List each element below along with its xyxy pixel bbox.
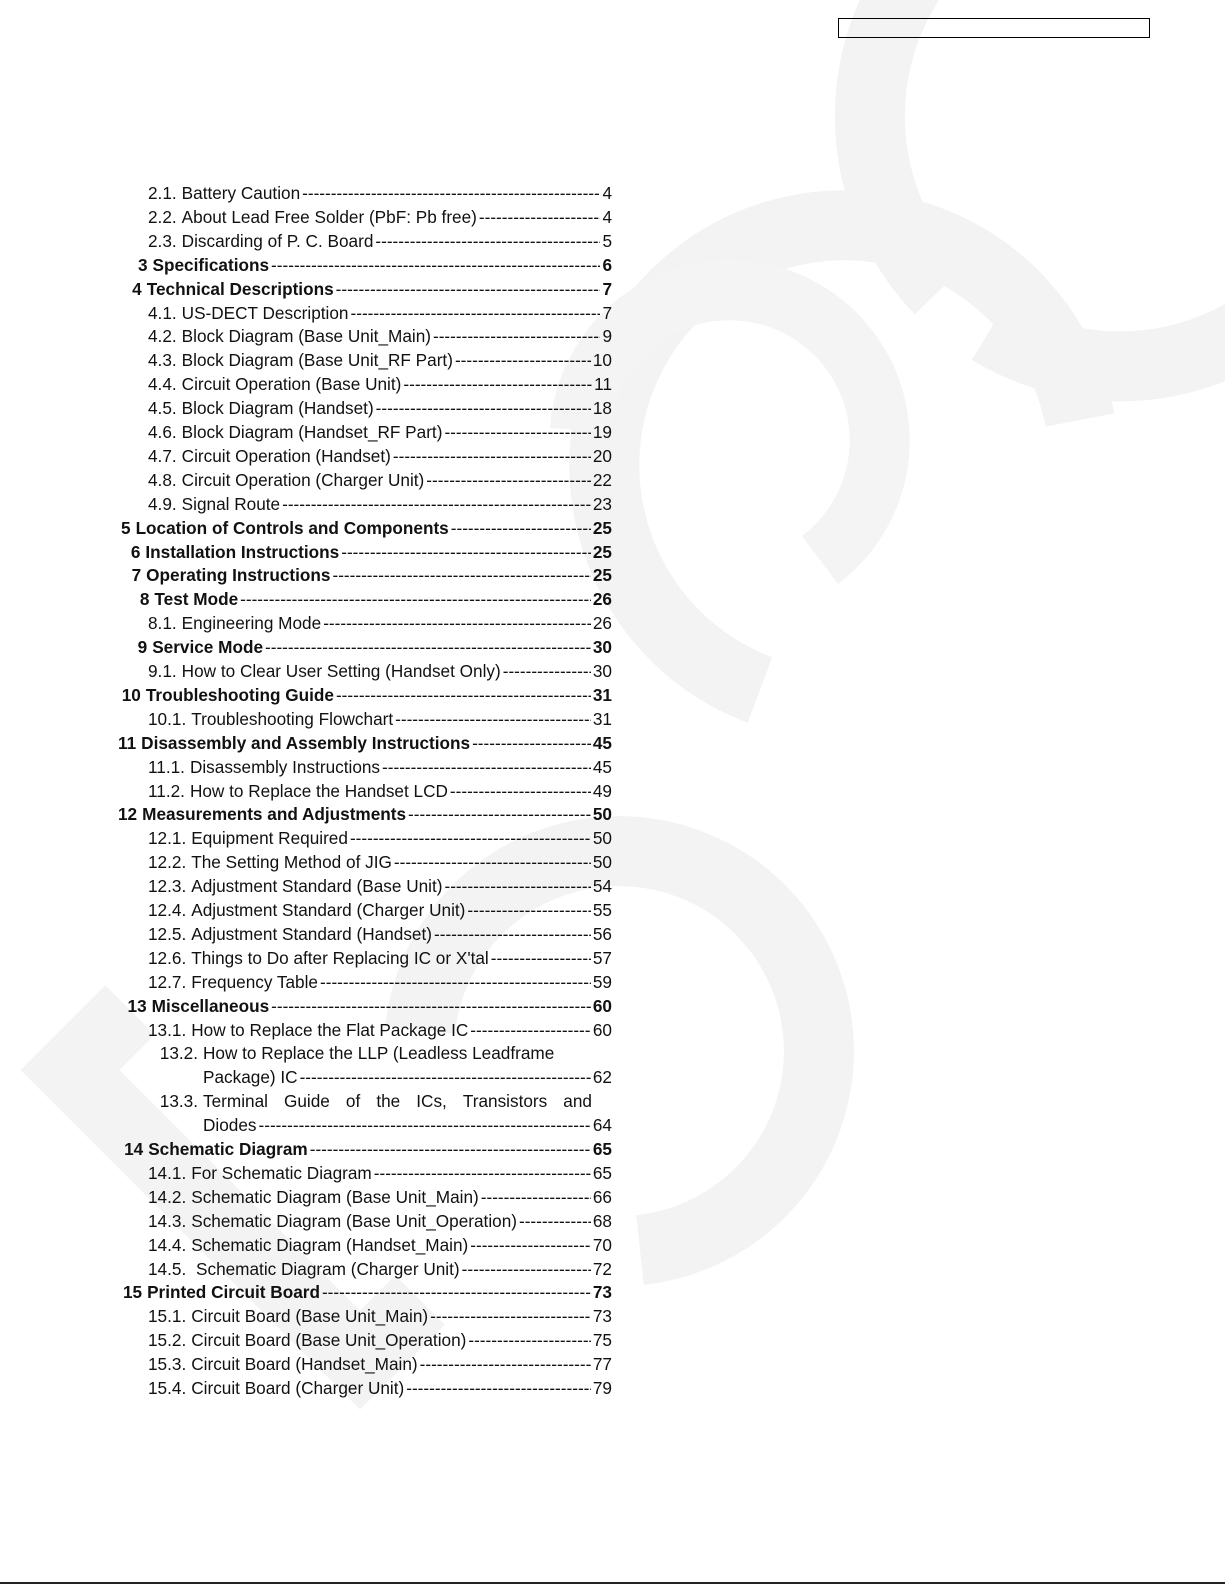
toc-entry-title: The Setting Method of JIG [191,852,392,873]
toc-entry-page: 70 [592,1234,612,1255]
toc-entry-number: 15.3. [148,1354,187,1375]
toc-entry-page: 45 [592,756,612,777]
toc-entry-page: 55 [592,900,612,920]
toc-entry-number: 11.1. [148,756,185,777]
toc-leader-dots [336,683,591,707]
toc-entry-page: 26 [592,589,612,610]
toc-entry-number: 15.1. [148,1306,187,1327]
toc-entry-number: 5 [121,517,131,538]
toc-entry-number: 14.3. [148,1210,187,1231]
toc-entry-number: 4 [132,278,142,299]
toc-entry-number: 8.1. [148,613,177,634]
toc-entry-title: Troubleshooting Guide [145,684,334,705]
toc-entry-number: 2.1. [148,183,177,203]
toc-entry-page: 66 [592,1186,612,1207]
toc-entry-page: 25 [592,541,612,562]
toc-entry-number: 15 [122,1282,143,1303]
toc-entry-page: 30 [592,661,612,681]
toc-entry-title: Technical Descriptions [146,278,334,299]
toc-entry-page: 45 [592,732,612,753]
toc-entry[interactable] [148,181,612,205]
toc-entry[interactable] [118,1280,612,1304]
toc-leader-dots [341,540,591,564]
toc-leader-dots [282,492,591,516]
toc-entry[interactable] [148,324,612,348]
toc-entry[interactable] [118,253,612,277]
header-box [838,18,1150,38]
toc-entry-title: Block Diagram (Base Unit_RF Part) [181,350,453,371]
toc-entry-title-continued: Package) IC [203,1067,298,1088]
toc-entry[interactable] [118,540,612,564]
toc-entry[interactable] [148,1328,612,1352]
toc-entry-number: 12 [118,804,138,825]
toc-entry[interactable] [148,420,612,444]
toc-entry[interactable] [148,1257,612,1281]
toc-entry-page: 73 [592,1306,612,1327]
toc-entry-page: 73 [592,1282,612,1303]
toc-leader-dots [240,587,591,611]
toc-entry-number: 12.6. [148,947,187,968]
toc-entry-number: 9.1. [148,661,177,681]
toc-entry-title: Circuit Operation (Handset) [181,445,391,466]
toc-leader-dots [375,229,600,253]
toc-entry-page: 10 [592,350,612,371]
toc-entry[interactable] [148,492,612,516]
toc-entry-title: Service Mode [152,637,264,658]
toc-entry-page: 62 [592,1067,612,1088]
toc-entry[interactable] [148,1089,592,1113]
toc-entry[interactable] [148,779,612,803]
toc-entry-title: Block Diagram (Handset) [181,398,374,419]
toc-entry[interactable] [148,707,612,731]
toc-leader-dots [433,324,600,348]
toc-entry-number: 14.4. [148,1234,187,1255]
toc-entry[interactable] [118,635,612,659]
toc-entry-page: 56 [592,923,612,944]
toc-entry-page: 7 [602,302,612,323]
toc-entry-title: Frequency Table [191,971,318,992]
toc-entry-page: 49 [592,780,612,801]
toc-entry-number: 4.3. [148,350,177,371]
toc-entry-word: and [563,1091,592,1112]
toc-entry-title: Equipment Required [191,828,348,849]
toc-entry-word: ICs, [416,1091,447,1112]
toc-entry-title: Engineering Mode [181,613,322,634]
toc-leader-dots [470,1233,591,1257]
toc-leader-dots [519,1209,591,1233]
toc-entry-page: 26 [592,613,612,634]
toc-entry[interactable] [148,444,612,468]
toc-entry-title: Schematic Diagram (Handset_Main) [191,1234,469,1255]
toc-entry[interactable] [148,396,612,420]
toc-entry-number: 13.3. [159,1091,198,1112]
toc-entry-word: Guide [284,1091,330,1112]
toc-leader-dots [320,970,591,994]
toc-entry-continuation[interactable] [203,1065,612,1089]
toc-entry-number: 2.2. [148,206,177,227]
toc-leader-dots [336,277,601,301]
toc-entry-title: How to Replace the Flat Package IC [191,1019,469,1040]
toc-entry-word: of [345,1091,361,1112]
toc-entry-page: 31 [592,684,612,705]
toc-entry-page: 65 [592,1162,612,1183]
toc-leader-dots [323,611,591,635]
toc-entry-title: Signal Route [181,493,281,514]
toc-entry[interactable] [118,587,612,611]
toc-entry[interactable] [148,611,612,635]
toc-entry-title: Discarding of P. C. Board [181,230,374,251]
toc-entry-page: 22 [592,469,612,490]
toc-entry[interactable] [118,277,612,301]
toc-entry[interactable] [118,731,612,755]
toc-entry-number: 14.5. [148,1258,187,1279]
toc-entry-title: Circuit Board (Base Unit_Main) [191,1306,429,1327]
toc-entry-title: Schematic Diagram (Base Unit_Operation) [191,1210,517,1231]
toc-entry[interactable] [148,372,612,396]
toc-leader-dots [472,731,591,755]
toc-entry-number: 6 [130,541,141,562]
toc-entry-page: 4 [602,183,612,203]
toc-entry[interactable] [148,1161,612,1185]
toc-entry-number: 12.4. [148,900,187,920]
toc-entry[interactable] [148,946,612,970]
toc-leader-dots [426,468,591,492]
toc-leader-dots [420,1352,591,1376]
toc-entry-page: 60 [592,1019,612,1040]
toc-entry-page: 20 [592,445,612,466]
toc-leader-dots [322,1280,591,1304]
toc-entry-page: 79 [592,1378,612,1398]
toc-leader-dots [406,1376,591,1400]
toc-entry[interactable] [148,755,612,779]
toc-entry[interactable] [148,1209,612,1233]
toc-entry-number: 12.5. [148,923,187,944]
toc-entry[interactable] [148,898,612,922]
toc-entry-page: 57 [592,947,612,968]
toc-leader-dots [382,755,591,779]
toc-leader-dots [376,396,591,420]
toc-entry[interactable] [118,516,612,540]
toc-entry-title: Adjustment Standard (Handset) [191,923,432,944]
toc-entry-number: 14.2. [148,1186,187,1207]
toc-entry[interactable] [148,468,612,492]
toc-leader-dots [430,1304,591,1328]
toc-entry[interactable] [148,874,612,898]
toc-leader-dots [491,946,591,970]
toc-entry-title [203,1089,592,1113]
toc-entry-page: 72 [592,1258,612,1279]
toc-entry-title: How to Replace the Handset LCD [189,780,448,801]
toc-entry[interactable] [148,1041,612,1065]
toc-entry-title: Disassembly Instructions [189,756,381,777]
toc-entry-page: 77 [592,1354,612,1375]
toc-entry[interactable] [148,301,612,325]
toc-leader-dots [265,635,591,659]
toc-entry-number: 4.9. [148,493,177,514]
toc-entry-title: Circuit Board (Handset_Main) [191,1354,418,1375]
toc-leader-dots [444,874,590,898]
toc-entry-title: Schematic Diagram [148,1139,308,1159]
toc-entry-page: 50 [592,804,612,825]
toc-leader-dots [302,181,600,205]
toc-entry-number: 4.7. [148,445,177,466]
toc-entry-title: Schematic Diagram (Charger Unit) [191,1258,460,1279]
toc-entry-page: 4 [602,206,612,227]
toc-entry[interactable] [148,205,612,229]
toc-entry[interactable] [118,563,612,587]
toc-leader-dots [434,922,591,946]
toc-entry-number: 11.2. [148,780,185,801]
toc-entry-title: Operating Instructions [146,565,331,586]
toc-entry-page: 50 [592,852,612,873]
toc-leader-dots [259,1113,591,1137]
toc-leader-dots [395,707,591,731]
toc-entry-page: 19 [592,422,612,442]
toc-entry-title: Specifications [152,254,270,275]
toc-leader-dots [503,659,591,683]
toc-entry-number: 12.1. [148,828,187,849]
toc-entry-page: 75 [592,1330,612,1351]
toc-entry-number: 4.8. [148,469,177,490]
toc-entry-page: 11 [594,374,612,395]
toc-leader-dots [310,1137,591,1161]
toc-entry-number: 13.1. [148,1019,187,1040]
toc-entry-number: 2.3. [148,230,177,251]
toc-entry-number: 10 [121,684,141,705]
toc-entry-title: Block Diagram (Handset_RF Part) [181,422,443,442]
toc-entry-page: 7 [602,278,612,299]
toc-entry-number: 4.2. [148,326,177,347]
toc-entry-continuation[interactable] [203,1113,612,1137]
toc-leader-dots [408,802,591,826]
toc-entry-title: Disassembly and Assembly Instructions [141,732,471,753]
toc-entry-number: 11 [118,732,137,753]
toc-entry[interactable] [148,850,612,874]
toc-entry[interactable] [148,1018,612,1042]
toc-leader-dots [394,850,591,874]
toc-entry-page: 5 [602,230,612,251]
toc-entry-title: Printed Circuit Board [147,1282,320,1303]
toc-entry-page: 18 [592,398,612,419]
toc-leader-dots [393,444,591,468]
toc-entry-title: Troubleshooting Flowchart [191,708,394,729]
toc-entry[interactable] [148,1233,612,1257]
toc-leader-dots [481,1185,591,1209]
toc-entry-page: 64 [592,1115,612,1136]
toc-entry[interactable] [148,1185,612,1209]
toc-entry-number: 4.1. [148,302,177,323]
toc-leader-dots [462,1257,591,1281]
toc-entry-number: 8 [139,589,150,610]
toc-entry-page: 68 [592,1210,612,1231]
toc-entry[interactable] [148,922,612,946]
toc-entry-number: 4.6. [148,422,177,442]
toc-entry-number: 14.1. [148,1162,187,1183]
toc-entry[interactable] [148,970,612,994]
toc-entry-title: Location of Controls and Components [135,517,449,538]
toc-entry-number: 13.2. [159,1043,198,1064]
toc-leader-dots [451,516,591,540]
toc-entry-title: Circuit Board (Charger Unit) [191,1378,405,1398]
toc-leader-dots [350,826,591,850]
toc-leader-dots [351,301,601,325]
toc-leader-dots [455,348,591,372]
toc-leader-dots [467,898,590,922]
toc-entry-page: 25 [592,517,612,538]
toc-entry-number: 4.5. [148,398,177,419]
toc-leader-dots [300,1065,591,1089]
bottom-rule [0,1582,1225,1584]
toc-leader-dots [444,420,590,444]
toc-entry-title: US-DECT Description [181,302,349,323]
toc-entry[interactable] [118,683,612,707]
toc-entry-word: the [376,1091,401,1112]
toc-entry[interactable] [148,1304,612,1328]
toc-entry-page: 23 [592,493,612,514]
toc-entry-title: Circuit Board (Base Unit_Operation) [191,1330,467,1351]
toc-entry-title: Installation Instructions [145,541,340,562]
toc-leader-dots [479,205,601,229]
toc-entry[interactable] [148,1376,612,1400]
toc-entry-title: How to Clear User Setting (Handset Only) [181,661,501,681]
toc-entry[interactable] [148,229,612,253]
toc-leader-dots [271,253,600,277]
toc-leader-dots [374,1161,591,1185]
toc-entry-title: Circuit Operation (Base Unit) [181,374,402,395]
toc-entry[interactable] [118,994,612,1018]
toc-leader-dots [332,563,590,587]
toc-entry-number: 12.2. [148,852,187,873]
toc-entry-title: Block Diagram (Base Unit_Main) [181,326,431,347]
toc-entry-title: Adjustment Standard (Charger Unit) [191,900,466,920]
toc-entry-page: 30 [592,637,612,658]
toc-entry[interactable] [148,826,612,850]
toc-entry-number: 3 [137,254,148,275]
toc-entry-number: 10.1. [148,708,187,729]
toc-entry-number: 7 [131,565,142,586]
toc-entry-page: 9 [602,326,612,347]
toc-entry[interactable] [118,802,612,826]
toc-entry-title: Adjustment Standard (Base Unit) [191,876,443,897]
toc-entry-page: 65 [592,1139,612,1159]
toc-entry-title: How to Replace the LLP (Leadless Leadframe [203,1043,555,1064]
toc-entry-number: 9 [137,637,148,658]
toc-entry-title: About Lead Free Solder (PbF: Pb free) [181,206,477,227]
toc-leader-dots [450,779,591,803]
toc-entry-title: Things to Do after Replacing IC or X'tal [191,947,489,968]
toc-leader-dots [468,1328,591,1352]
toc-entry-page: 50 [592,828,612,849]
toc-entry-word: Transistors [462,1091,548,1112]
toc-entry-number: 15.4. [148,1378,187,1398]
toc-entry-number: 15.2. [148,1330,187,1351]
toc-entry[interactable] [148,1352,612,1376]
toc-entry[interactable] [148,659,612,683]
toc-leader-dots [470,1018,591,1042]
toc-entry-title: Circuit Operation (Charger Unit) [181,469,425,490]
toc-entry-page: 25 [592,565,612,586]
toc-entry-page: 54 [592,876,612,897]
toc-entry-title: For Schematic Diagram [191,1162,372,1183]
toc-entry-number: 4.4. [148,374,177,395]
toc-entry[interactable] [118,1137,612,1161]
toc-entry-page: 60 [592,995,612,1016]
toc-entry[interactable] [148,348,612,372]
toc-entry-word: Terminal [203,1091,268,1112]
toc-entry-number: 14 [124,1139,144,1159]
toc-entry-page: 6 [602,254,612,275]
toc-leader-dots [271,994,591,1018]
toc-entry-number: 13 [127,995,147,1016]
toc-leader-dots [403,372,592,396]
toc-entry-title: Schematic Diagram (Base Unit_Main) [191,1186,479,1207]
toc-entry-number: 12.7. [148,971,187,992]
toc-entry-title: Measurements and Adjustments [142,804,407,825]
toc-entry-title: Battery Caution [181,183,301,203]
toc-entry-number: 12.3. [148,876,187,897]
toc-entry-title: Miscellaneous [151,995,270,1016]
toc-entry-title: Test Mode [154,589,239,610]
toc-entry-page: 59 [592,971,612,992]
toc-entry-title-continued: Diodes [203,1115,257,1136]
toc-entry-page: 31 [592,708,612,729]
